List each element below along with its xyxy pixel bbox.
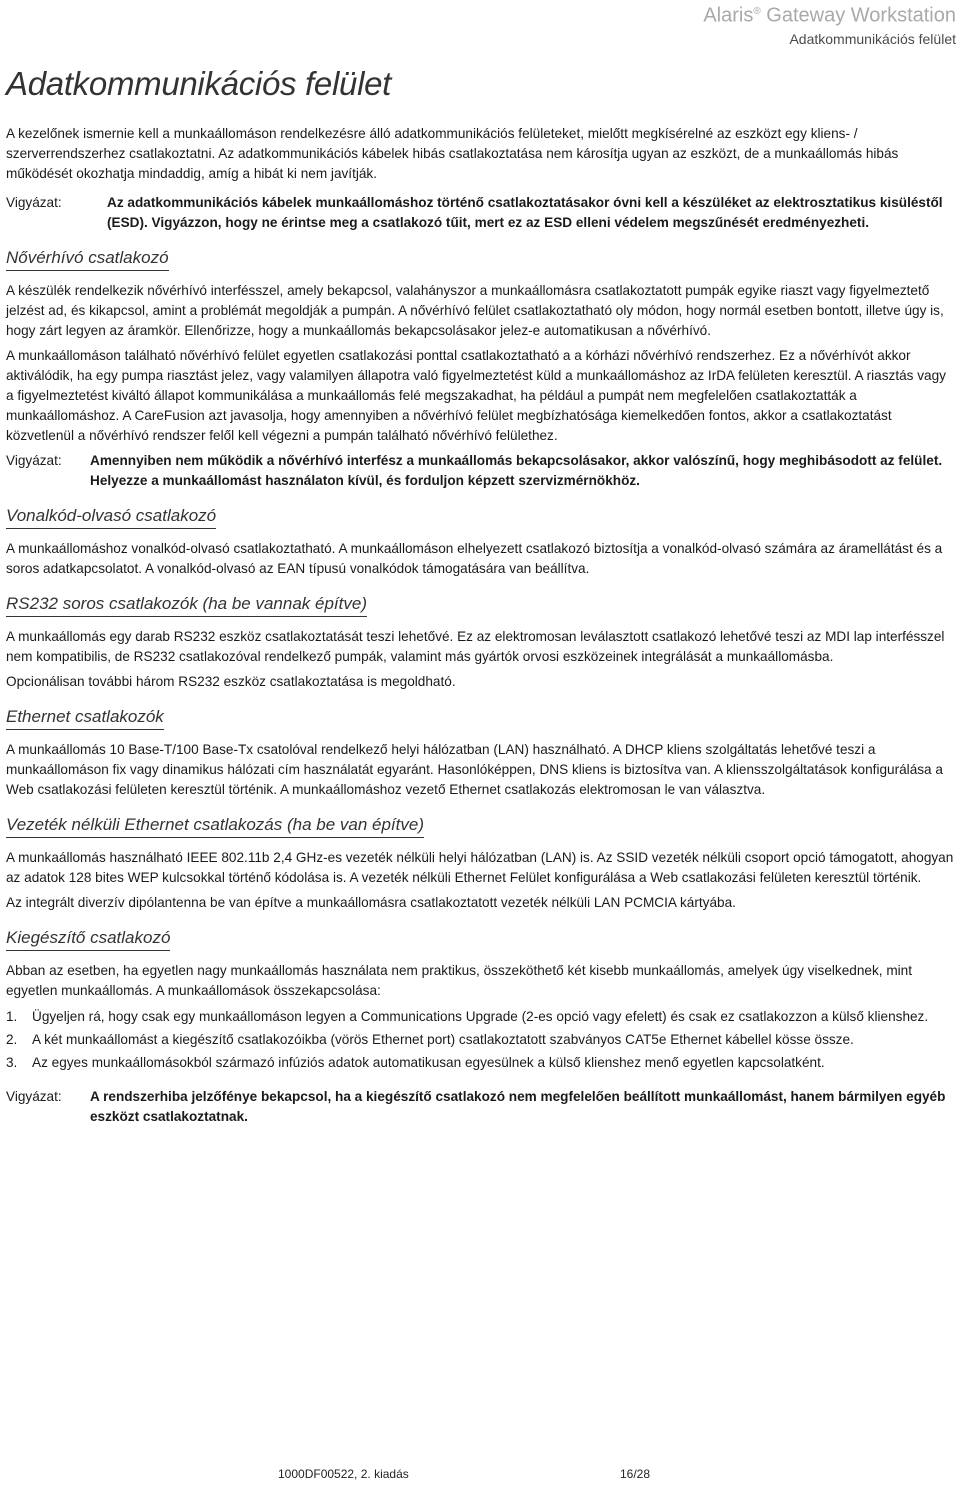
paragraph: Opcionálisan további három RS232 eszköz csatlakoztatása is megoldható. xyxy=(6,674,456,689)
section-heading: Kiegészítő csatlakozó xyxy=(6,927,170,951)
paragraph: A munkaállomás egy darab RS232 eszköz csatlakoztatását teszi lehetővé. Ez az elektromosan leválasztott csatlakozó lehetővé teszi az MDI lap interfésszel nem kompatibilis, de RS232 csatlakozóval rendelkező pumpák, valamint más gyártók orvosi eszközeinek integrálását a munkaállomásba. xyxy=(6,629,945,664)
paragraph: A munkaállomás 10 Base-T/100 Base-Tx csatolóval rendelkező helyi hálózatban (LAN) használható. A DHCP kliens szolgáltatás lehetővé teszi a munkaállomáson fix vagy dinamikus hálózati cím használatát egyaránt. Hasonlóképpen, DNS kliens is biztosítva van. A kliensszolgáltatások konfigurálása a Web csatlakozási felületen keresztül történik. A munkaállomáshoz vezető Ethernet csatlakozás elektromosan le van választva. xyxy=(6,742,943,797)
page-number: 16/28 xyxy=(620,1467,651,1481)
paragraph: A munkaállomás használható IEEE 802.11b 2,4 GHz-es vezeték nélküli helyi hálózatban (LAN) is. Az SSID vezeték nélküli csoport opció támogatott, ahogyan az adatok 128 bites WEP kulcsokkal történő kódolása is. A vezeték nélküli Ethernet Felület konfigurálása a Web csatlakozási felületen keresztül történik. xyxy=(6,850,954,885)
warning-text: A rendszerhiba jelzőfénye bekapcsol, ha a kiegészítő csatlakozó nem megfelelően beállított munkaállomást, hanem bármilyen egyéb eszközt csatlakoztatnak. xyxy=(90,1089,946,1124)
list-text: Az egyes munkaállomásokból származó infúziós adatok automatikusan egyesülnek a külső klienshez menő egyetlen kapcsolatként. xyxy=(32,1055,825,1070)
page-title: Adatkommunikációs felület xyxy=(6,65,392,102)
section-heading: Vonalkód-olvasó csatlakozó xyxy=(6,505,216,529)
warning-label: Vigyázat: xyxy=(6,453,62,468)
warning-label: Vigyázat: xyxy=(6,1089,62,1104)
section-barcode xyxy=(6,505,956,579)
brand-name: Alaris® Gateway Workstation xyxy=(703,4,956,27)
list-number: 2. xyxy=(6,1032,18,1047)
paragraph: A munkaállomáson található nővérhívó felület egyetlen csatlakozási ponttal csatlakoztatható a a kórházi nővérhívó rendszerhez. Ez a nővérhívót akkor aktiválódik, ha egy pumpa riasztást jelez, vagy valamilyen állapotra való figyelmeztetést küld a munkaállomáshoz az IrDA felületen keresztül. A riasztás vagy a figyelmeztetést kiváltó állapot kommunikálása a munkaállomás felé megszakadhat, ha például a pumpát nem megfelelően csatlakoztatták a munkaállomáshoz. A CareFusion azt javasolja, hogy amennyiben a nővérhívó felület megbízhatósága kiemelkedően fontos, akkor a csatlakoztatást közvetlenül a nővérhívó rendszer felől kell végezni a pumpán található nővérhívó felülethez. xyxy=(6,348,946,443)
section-heading: Nővérhívó csatlakozó xyxy=(6,247,169,271)
section-heading: Ethernet csatlakozók xyxy=(6,706,164,730)
section-rs232 xyxy=(6,593,956,692)
paragraph: A készülék rendelkezik nővérhívó interfésszel, amely bekapcsol, valahányszor a munkaállomásra csatlakoztatott pumpák egyike riaszt vagy figyelmeztető jelzést ad, és kikapcsol, amint a problémát megoldják a pumpán. A nővérhívó felület csatlakoztatható oly módon, hogy normál esetben bontott, illetve úgy is, hogy zárt legyen az áramkör. Ellenőrizze, hogy a munkaállomás bekapcsolásakor jelez-e automatikusan a nővérhívó. xyxy=(6,283,944,338)
paragraph: A munkaállomáshoz vonalkód-olvasó csatlakoztatható. A munkaállomáson elhelyezett csatlakozó biztosítja a vonalkód-olvasó számára az áramellátást és a soros adatkapcsolatot. A vonalkód-olvasó az EAN típusú vonalkódok támogatására van beállítva. xyxy=(6,541,943,576)
warning-label: Vigyázat: xyxy=(6,195,62,210)
document-id: 1000DF00522, 2. kiadás xyxy=(278,1467,409,1481)
section-heading: Vezeték nélküli Ethernet csatlakozás (ha be van építve) xyxy=(6,814,424,838)
list-number: 3. xyxy=(6,1055,18,1070)
paragraph: Abban az esetben, ha egyetlen nagy munkaállomás használata nem praktikus, összeköthető két kisebb munkaállomás, amelyek úgy viselkednek, mint egyetlen munkaállomás. A munkaállomások összekapcsolása: xyxy=(6,963,912,998)
section-wireless xyxy=(6,814,956,913)
list-item xyxy=(6,1007,956,1027)
list-number: 1. xyxy=(6,1009,18,1024)
section-heading: RS232 soros csatlakozók (ha be vannak építve) xyxy=(6,593,367,617)
list-text: A két munkaállomást a kiegészítő csatlakozóikba (vörös Ethernet port) csatlakoztatott szabványos CAT5e Ethernet kábellel kösse össze. xyxy=(32,1032,854,1047)
section-auxiliary xyxy=(6,927,956,1127)
auxiliary-warning xyxy=(6,1087,956,1127)
section-nurse-call xyxy=(6,247,956,491)
steps-list xyxy=(6,1007,956,1073)
list-item xyxy=(6,1053,956,1073)
list-item xyxy=(6,1030,956,1050)
page-footer xyxy=(0,1467,960,1483)
header-subtitle: Adatkommunikációs felület xyxy=(789,30,956,47)
warning-text: Amennyiben nem működik a nővérhívó interfész a munkaállomás bekapcsolásakor, akkor valószínű, hogy meghibásodott az felület. Helyezze a munkaállomást használaton kívül, és forduljon képzett szervizmérnökhöz. xyxy=(90,453,943,488)
paragraph: Az integrált diverzív dipólantenna be van építve a munkaállomásra csatlakoztatott vezeték nélküli LAN PCMCIA kártyába. xyxy=(6,895,736,910)
esd-warning xyxy=(6,193,956,233)
warning-text: Az adatkommunikációs kábelek munkaállomáshoz történő csatlakoztatásakor óvni kell a készüléket az elektrosztatikus kisüléstől (ESD). Vigyázzon, hogy ne érintse meg a csatlakozó tűit, mert ez az ESD elleni védelem megszűnését eredményezheti. xyxy=(107,195,943,230)
nurse-call-warning xyxy=(6,451,956,491)
section-ethernet xyxy=(6,706,956,800)
page-header xyxy=(703,0,956,48)
list-text: Ügyeljen rá, hogy csak egy munkaállomáson legyen a Communications Upgrade (2-es opció vagy efelett) és csak ez csatlakozzon a külső klienshez. xyxy=(32,1009,929,1024)
page-content xyxy=(6,124,956,1127)
intro-paragraph: A kezelőnek ismernie kell a munkaállomáson rendelkezésre álló adatkommunikációs felületeket, mielőtt megkísérelné az eszközt egy kliens- / szerverrendszerhez csatlakoztatni. Az adatkommunikációs kábelek hibás csatlakoztatása nem károsítja ugyan az eszközt, de a munkaállomás hibás működését okozhatja mindaddig, amíg a hibát ki nem javítják. xyxy=(6,126,899,181)
